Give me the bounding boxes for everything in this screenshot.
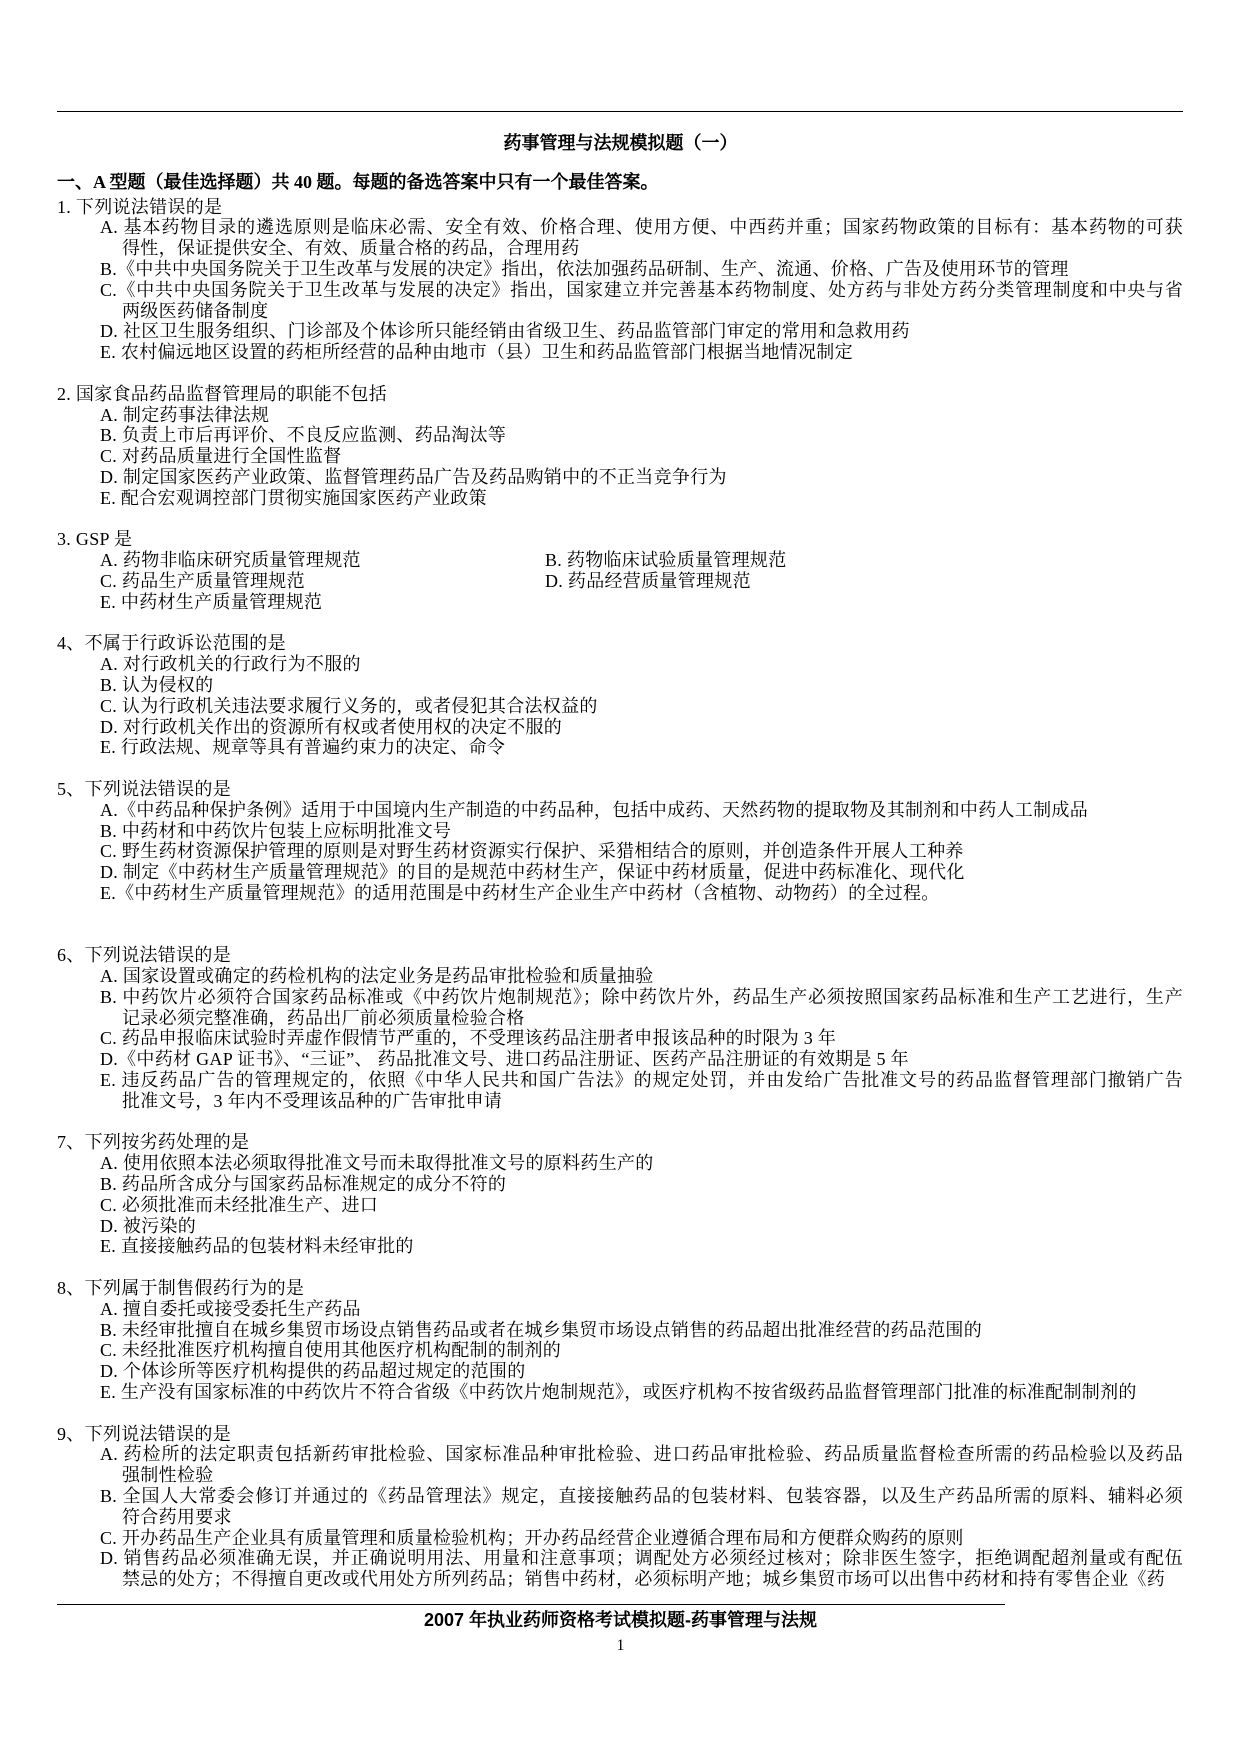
footer-title: 2007 年执业药师资格考试模拟题-药事管理与法规 bbox=[423, 1610, 818, 1630]
option-line: 强制性检验 bbox=[122, 1465, 214, 1486]
option-c: C. 未经批准医疗机构擅自使用其他医疗机构配制的制剂的 bbox=[100, 1340, 562, 1361]
option-b bbox=[0, 259, 1241, 280]
question-stem: 3. GSP 是 bbox=[57, 529, 133, 550]
question-4 bbox=[0, 633, 1241, 758]
option-b bbox=[0, 987, 1241, 1029]
option-line: 批准文号，3 年内不受理该品种的广告审批申请 bbox=[122, 1090, 503, 1111]
option-a bbox=[0, 217, 1241, 259]
option-e: E.《中药材生产质量管理规范》的适用范围是中药材生产企业生产中药材（含植物、动物药）的全过程。 bbox=[100, 882, 940, 903]
option-d: D. 制定国家医药产业政策、监督管理药品广告及药品购销中的不正当竞争行为 bbox=[100, 466, 727, 487]
option-e bbox=[0, 342, 1241, 363]
question-9 bbox=[0, 1424, 1241, 1590]
option-c: C. 药品生产质量管理规范 bbox=[100, 570, 305, 591]
option-line: B. 中药饮片必须符合国家药品标准或《中药饮片炮制规范》；除中药饮片外，药品生产必须按照国家药品标准和生产工艺进行，生产 bbox=[100, 986, 1183, 1007]
option-a: A. 国家设置或确定的药检机构的法定业务是药品审批检验和质量抽验 bbox=[100, 966, 654, 987]
option-e bbox=[0, 1070, 1241, 1112]
option-a: A. 制定药事法律法规 bbox=[100, 404, 270, 425]
option-line: 两级医药储备制度 bbox=[122, 300, 269, 321]
option-d: D.《中药材 GAP 证书》、“三证”、 药品批准文号、进口药品注册证、医药产品注册证的有效期是 5 年 bbox=[100, 1049, 909, 1070]
option-a: A. 使用依照本法必须取得批准文号而未取得批准文号的原料药生产的 bbox=[100, 1153, 654, 1174]
option-d: D. 制定《中药材生产质量管理规范》的目的是规范中药材生产，保证中药材质量，促进中药标准化、现代化 bbox=[100, 862, 965, 883]
question-8 bbox=[0, 1278, 1241, 1403]
question-5 bbox=[0, 779, 1241, 904]
option-b bbox=[0, 1486, 1241, 1528]
option-c: C. 药品申报临床试验时弄虚作假情节严重的，不受理该药品注册者申报该品种的时限为 3 年 bbox=[100, 1028, 837, 1049]
option-b: B. 未经审批擅自在城乡集贸市场设点销售药品或者在城乡集贸市场设点销售的药品超出批准经营的药品范围的 bbox=[100, 1319, 983, 1340]
option-a bbox=[0, 1444, 1241, 1486]
question-6 bbox=[0, 945, 1241, 1111]
option-d: D. 被污染的 bbox=[100, 1215, 197, 1236]
option-line: A. 基本药物目录的遴选原则是临床必需、安全有效、价格合理、使用方便、中西药并重；国家药物政策的目标有：基本药物的可获 bbox=[100, 217, 1183, 238]
question-list bbox=[0, 197, 1241, 1590]
question-stem: 1. 下列说法错误的是 bbox=[57, 196, 223, 217]
option-d bbox=[0, 321, 1241, 342]
option-c bbox=[0, 280, 1241, 322]
option-line: D. 社区卫生服务组织、门诊部及个体诊所只能经销由省级卫生、药品监管部门审定的常用和急救用药 bbox=[100, 321, 910, 342]
option-a: A.《中药品种保护条例》适用于中国境内生产制造的中药品种，包括中成药、天然药物的提取物及其制剂和中药人工制成品 bbox=[100, 799, 1088, 820]
section-heading: 一、A 型题（最佳选择题）共 40 题。每题的备选答案中只有一个最佳答案。 bbox=[57, 172, 659, 192]
option-e: E. 生产没有国家标准的中药饮片不符合省级《中药饮片炮制规范》，或医疗机构不按省级药品监督管理部门批准的标准配制制剂的 bbox=[100, 1382, 1137, 1403]
option-c: C. 必须批准而未经批准生产、进口 bbox=[100, 1194, 379, 1215]
option-b: B. 药品所含成分与国家药品标准规定的成分不符的 bbox=[100, 1174, 507, 1195]
question-1 bbox=[0, 197, 1241, 363]
option-e: E. 直接接触药品的包装材料未经审批的 bbox=[100, 1236, 414, 1257]
footer-rule bbox=[57, 1604, 1005, 1605]
header-rule bbox=[57, 111, 1183, 112]
option-b: B. 药物临床试验质量管理规范 bbox=[545, 550, 787, 571]
option-c: C. 认为行政机关违法要求履行义务的，或者侵犯其合法权益的 bbox=[100, 695, 598, 716]
option-line: A. 药检所的法定职责包括新药审批检验、国家标准品种审批检验、进口药品审批检验、药品质量监督检查所需的药品检验以及药品 bbox=[100, 1444, 1183, 1465]
option-d: D. 个体诊所等医疗机构提供的药品超过规定的范围的 bbox=[100, 1361, 526, 1382]
question-stem: 5、下列说法错误的是 bbox=[57, 778, 231, 799]
question-stem: 8、下列属于制售假药行为的是 bbox=[57, 1278, 305, 1299]
option-d: D. 药品经营质量管理规范 bbox=[545, 570, 751, 591]
option-line: 禁忌的处方；不得擅自更改或代用处方所列药品；销售中药材，必须标明产地；城乡集贸市场可以出售中药材和持有零售企业《药 bbox=[122, 1569, 1166, 1590]
question-7 bbox=[0, 1132, 1241, 1257]
option-line: B.《中共中央国务院关于卫生改革与发展的决定》指出，依法加强药品研制、生产、流通、价格、广告及使用环节的管理 bbox=[100, 258, 1069, 279]
option-e: E. 中药材生产质量管理规范 bbox=[100, 591, 323, 612]
option-row bbox=[0, 550, 1241, 571]
option-line: B. 全国人大常委会修订并通过的《药品管理法》规定，直接接触药品的包装材料、包装容器，以及生产药品所需的原料、辅料必须 bbox=[100, 1486, 1183, 1506]
option-a: A. 擅自委托或接受委托生产药品 bbox=[100, 1298, 361, 1319]
option-d bbox=[0, 1548, 1241, 1590]
option-c: C. 对药品质量进行全国性监督 bbox=[100, 446, 342, 467]
option-d: D. 对行政机关作出的资源所有权或者使用权的决定不服的 bbox=[100, 716, 563, 737]
option-c: C. 开办药品生产企业具有质量管理和质量检验机构；开办药品经营企业遵循合理布局和方便群众购药的原则 bbox=[100, 1527, 964, 1548]
option-line: 得性，保证提供安全、有效、质量合格的药品，合理用药 bbox=[122, 238, 580, 259]
option-line: 符合药用要求 bbox=[122, 1506, 232, 1527]
option-e: E. 配合宏观调控部门贯彻实施国家医药产业政策 bbox=[100, 487, 487, 508]
question-stem: 2. 国家食品药品监督管理局的职能不包括 bbox=[57, 383, 387, 404]
option-line: E. 违反药品广告的管理规定的，依照《中华人民共和国广告法》的规定处罚，并由发给广告批准文号的药品监督管理部门撤销广告 bbox=[100, 1070, 1183, 1091]
option-b: B. 中药材和中药饮片包装上应标明批准文号 bbox=[100, 820, 452, 841]
option-line: D. 销售药品必须准确无误，并正确说明用法、用量和注意事项；调配处方必须经过核对；除非医生签字，拒绝调配超剂量或有配伍 bbox=[100, 1548, 1183, 1569]
question-stem: 7、下列按劣药处理的是 bbox=[57, 1132, 250, 1153]
question-2 bbox=[0, 384, 1241, 509]
option-e: E. 行政法规、规章等具有普遍约束力的决定、命令 bbox=[100, 737, 506, 758]
question-stem: 9、下列说法错误的是 bbox=[57, 1423, 231, 1444]
option-row bbox=[0, 571, 1241, 592]
option-a: A. 药物非临床研究质量管理规范 bbox=[100, 550, 361, 571]
page-title: 药事管理与法规模拟题（一） bbox=[503, 133, 738, 153]
option-line: 记录必须完整准确，药品出厂前必须质量检验合格 bbox=[122, 1007, 525, 1028]
page-number: 1 bbox=[616, 1637, 625, 1654]
option-a: A. 对行政机关的行政行为不服的 bbox=[100, 654, 361, 675]
option-line: C.《中共中央国务院关于卫生改革与发展的决定》指出，国家建立并完善基本药物制度、处方药与非处方药分类管理制度和中央与省 bbox=[100, 279, 1183, 300]
question-3 bbox=[0, 529, 1241, 612]
option-c: C. 野生药材资源保护管理的原则是对野生药材资源实行保护、采猎相结合的原则，并创造条件开展人工种养 bbox=[100, 841, 964, 862]
option-line: E. 农村偏远地区设置的药柜所经营的品种由地市（县）卫生和药品监管部门根据当地情况制定 bbox=[100, 342, 853, 363]
question-stem: 6、下列说法错误的是 bbox=[57, 945, 231, 966]
option-b: B. 负责上市后再评价、不良反应监测、药品淘汰等 bbox=[100, 425, 507, 446]
question-stem: 4、不属于行政诉讼范围的是 bbox=[57, 633, 286, 654]
option-b: B. 认为侵权的 bbox=[100, 674, 214, 695]
